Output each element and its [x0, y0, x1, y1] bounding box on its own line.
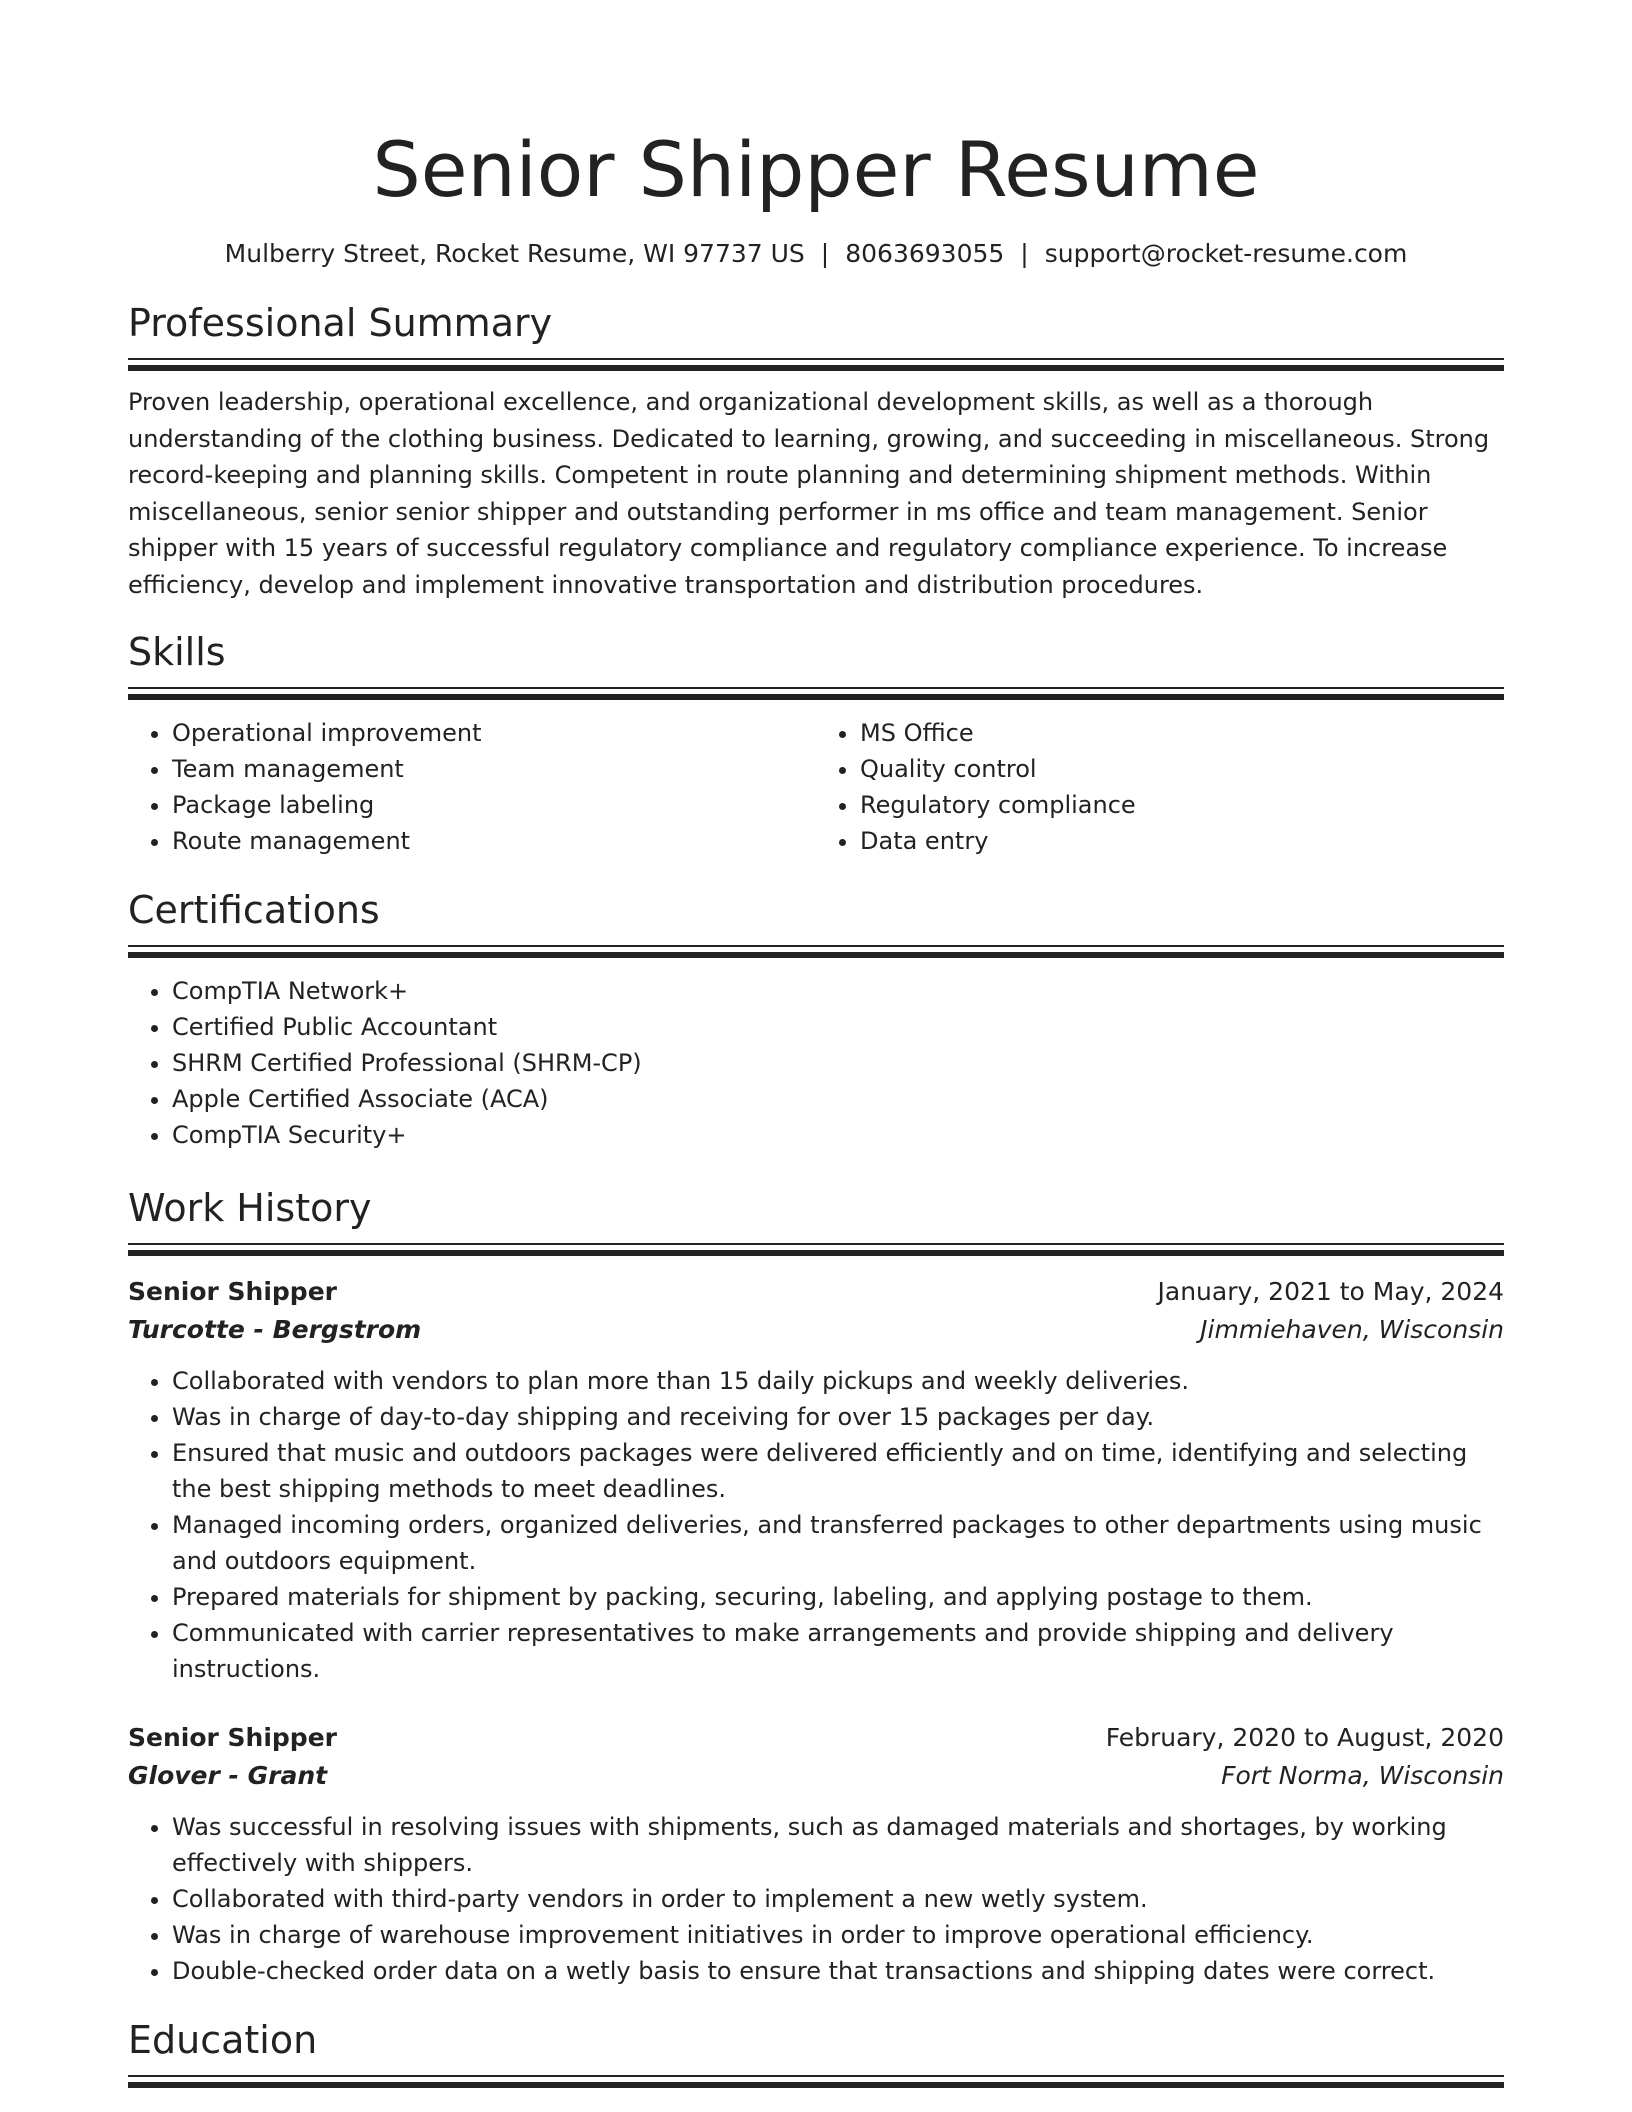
- certification-item: • Apple Certified Associate (ACA): [172, 1081, 1504, 1117]
- skill-item: • Data entry: [860, 823, 1504, 859]
- contact-line: [128, 236, 1504, 272]
- certification-item: • SHRM Certified Professional (SHRM-CP): [172, 1045, 1504, 1081]
- contact-address: Mulberry Street, Rocket Resume, WI 97737 US: [224, 239, 805, 268]
- section-divider: [128, 687, 1504, 701]
- job-subheader-row: [128, 1311, 1504, 1349]
- education-heading: Education: [128, 2018, 318, 2062]
- work-heading: Work History: [128, 1186, 372, 1230]
- section-divider: [128, 945, 1504, 959]
- certifications-heading: Certifications: [128, 888, 380, 932]
- section-divider: [128, 1243, 1504, 1257]
- skill-item: • Package labeling: [172, 787, 816, 823]
- job-header-row: [128, 1719, 1504, 1757]
- job-bullet: • Was successful in resolving issues with shipments, such as damaged materials and shortages, by working effectively with shippers.: [172, 1809, 1504, 1881]
- certifications-section: [128, 887, 1504, 1153]
- job-bullet: • Communicated with carrier representatives to make arrangements and provide shipping and delivery instructions.: [172, 1615, 1504, 1687]
- section-divider: [128, 358, 1504, 372]
- certification-item: • CompTIA Security+: [172, 1117, 1504, 1153]
- resume-page: [128, 0, 1504, 2089]
- job-dates: January, 2021 to May, 2024: [1157, 1277, 1504, 1306]
- section-divider: [128, 2075, 1504, 2089]
- job-bullet: • Collaborated with third-party vendors in order to implement a new wetly system.: [172, 1881, 1504, 1917]
- job-bullets: [128, 1809, 1504, 1989]
- education-section: [128, 2017, 1504, 2089]
- job-location: Jimmiehaven, Wisconsin: [1200, 1315, 1504, 1344]
- page-title: Senior Shipper Resume: [372, 125, 1260, 214]
- skills-columns: [128, 715, 1504, 859]
- skills-list-left: [128, 715, 816, 859]
- job-bullets: [128, 1363, 1504, 1687]
- job-company: Turcotte - Bergstrom: [128, 1315, 422, 1344]
- summary-heading: Professional Summary: [128, 301, 553, 345]
- job-bullet: • Collaborated with vendors to plan more than 15 daily pickups and weekly deliveries.: [172, 1363, 1504, 1399]
- contact-separator: |: [820, 239, 830, 268]
- job-dates: February, 2020 to August, 2020: [1105, 1723, 1504, 1752]
- job-bullet: • Ensured that music and outdoors packages were delivered efficiently and on time, identifying and selecting the best shipping methods to meet deadlines.: [172, 1435, 1504, 1507]
- summary-text: Proven leadership, operational excellence, and organizational development skills, as well as a thorough understanding of the clothing business. Dedicated to learning, growing, and succeeding in miscellaneous. Strong record-keeping and planning skills. Competent in route planning and determining shipment methods. Within miscellaneous, senior senior shipper and outstanding performer in ms office and team management. Senior shipper with 15 years of successful regulatory compliance and regulatory compliance experience. To increase efficiency, develop and implement innovative transportation and distribution procedures.: [128, 388, 1490, 599]
- job-subheader-row: [128, 1757, 1504, 1795]
- certification-item: • CompTIA Network+: [172, 973, 1504, 1009]
- skills-list-right: [816, 715, 1504, 859]
- job-title: Senior Shipper: [128, 1277, 337, 1306]
- contact-email: support@rocket-resume.com: [1044, 239, 1408, 268]
- skill-item: • MS Office: [860, 715, 1504, 751]
- job-bullet: • Double-checked order data on a wetly basis to ensure that transactions and shipping dates were correct.: [172, 1953, 1504, 1989]
- skill-item: • Regulatory compliance: [860, 787, 1504, 823]
- job-location: Fort Norma, Wisconsin: [1221, 1761, 1504, 1790]
- certifications-list: [128, 973, 1504, 1153]
- job-entry: [128, 1719, 1504, 1989]
- skill-item: • Quality control: [860, 751, 1504, 787]
- skill-item: • Route management: [172, 823, 816, 859]
- summary-section: [128, 300, 1504, 603]
- skill-item: • Operational improvement: [172, 715, 816, 751]
- certification-item: • Certified Public Accountant: [172, 1009, 1504, 1045]
- contact-separator: |: [1020, 239, 1029, 268]
- job-bullet: • Prepared materials for shipment by packing, securing, labeling, and applying postage to them.: [172, 1579, 1504, 1615]
- job-bullet: • Was in charge of day-to-day shipping and receiving for over 15 packages per day.: [172, 1399, 1504, 1435]
- job-title: Senior Shipper: [128, 1723, 337, 1752]
- job-entry: [128, 1273, 1504, 1687]
- job-bullet: • Was in charge of warehouse improvement initiatives in order to improve operational efficiency.: [172, 1917, 1504, 1953]
- job-header-row: [128, 1273, 1504, 1311]
- contact-phone: 8063693055: [845, 239, 1005, 268]
- job-bullet: • Managed incoming orders, organized deliveries, and transferred packages to other departments using music and outdoors equipment.: [172, 1507, 1504, 1579]
- skill-item: • Team management: [172, 751, 816, 787]
- skills-section: [128, 629, 1504, 859]
- skills-heading: Skills: [128, 630, 226, 674]
- job-company: Glover - Grant: [128, 1761, 328, 1790]
- work-section: [128, 1185, 1504, 1989]
